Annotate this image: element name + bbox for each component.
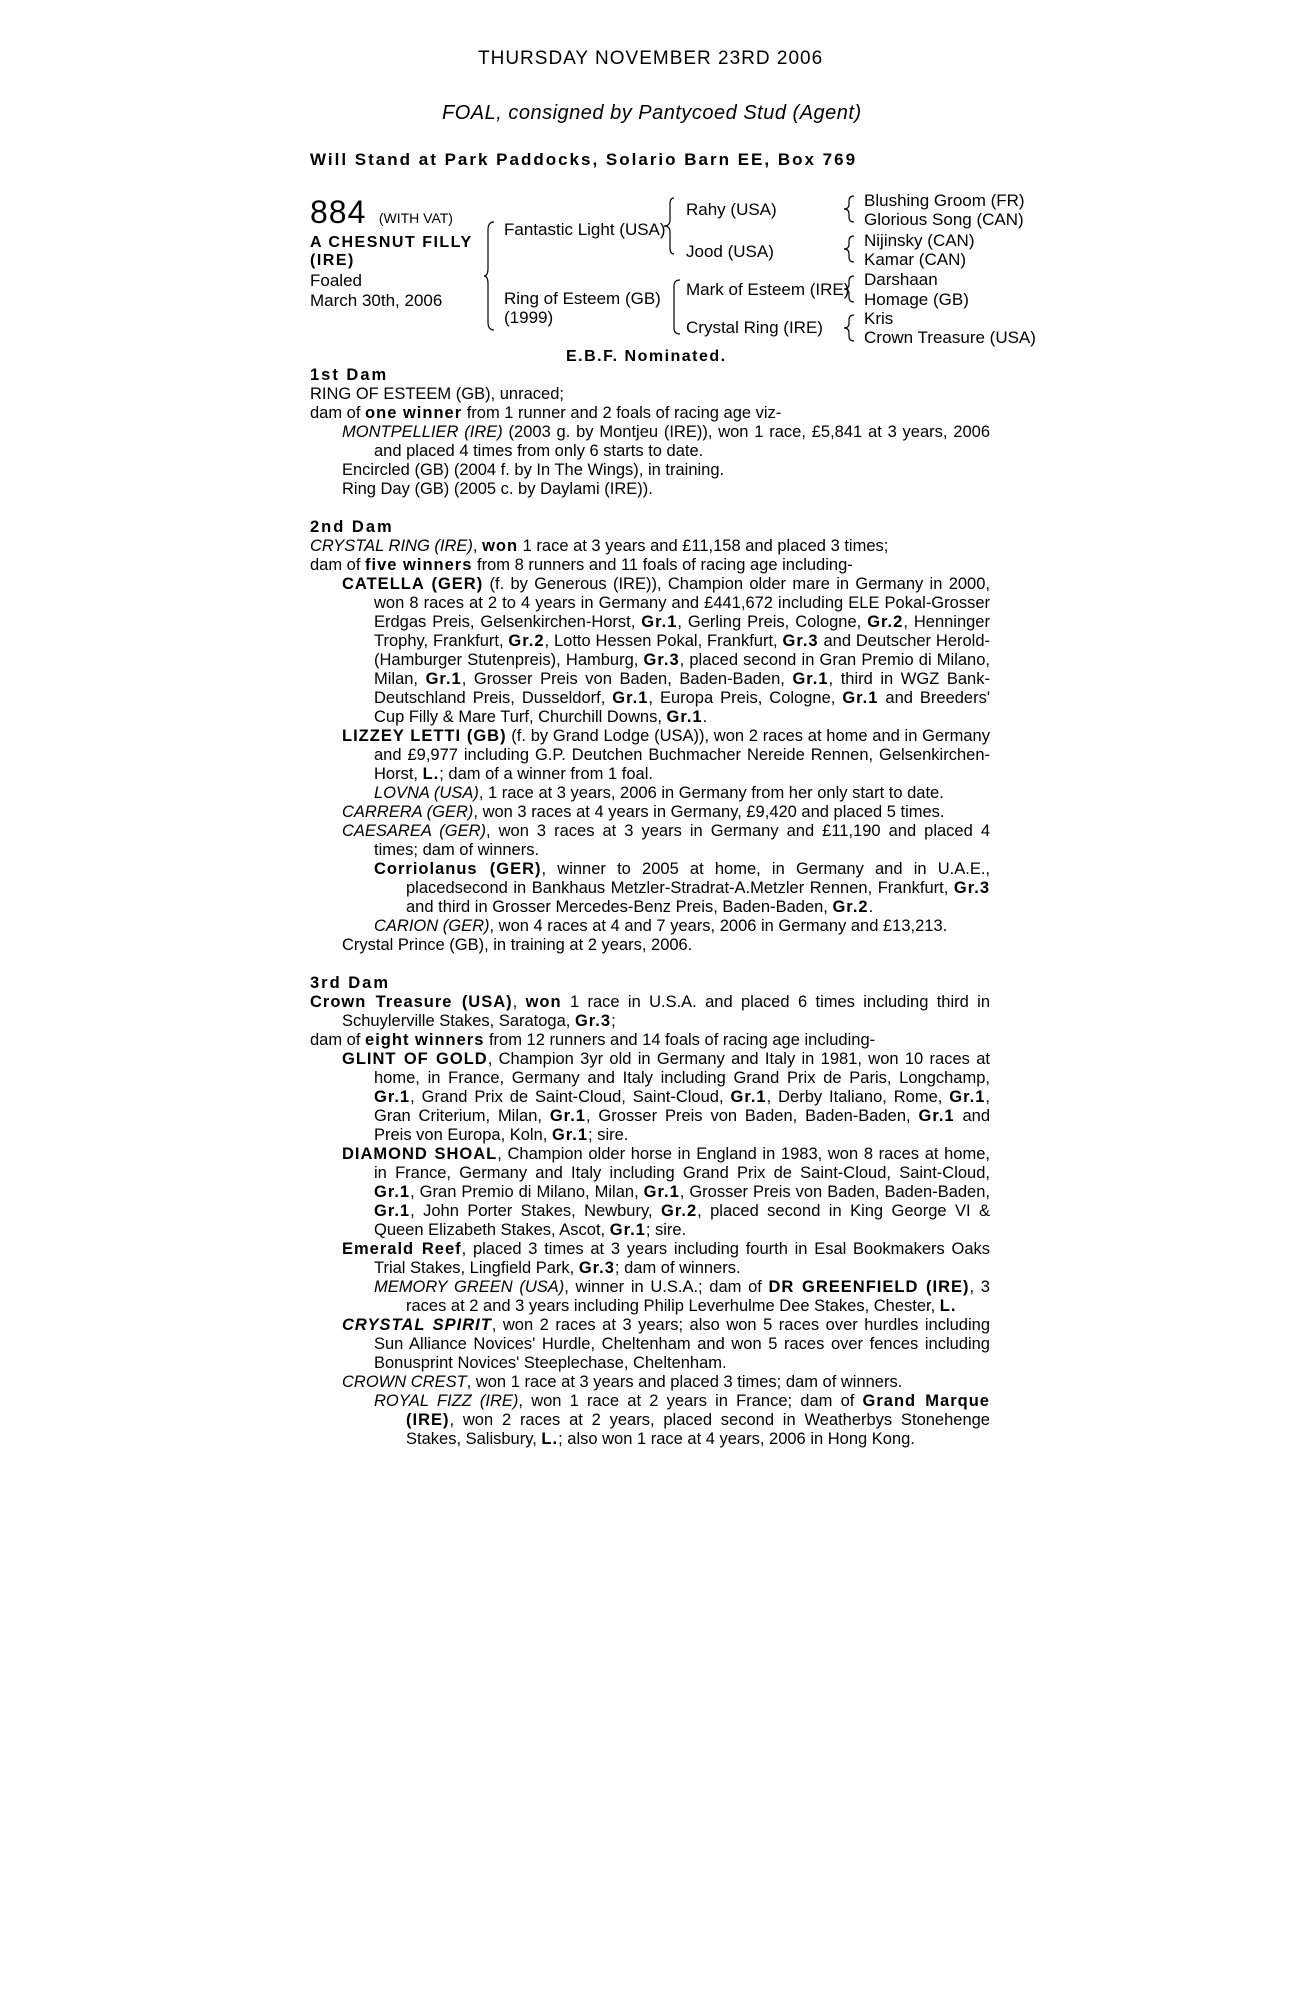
lot-number-line	[310, 194, 453, 231]
produce-encircled: Encircled (GB) (2004 f. by In The Wings), in training.	[342, 461, 725, 479]
g3-3: Nijinsky (CAN)	[864, 231, 975, 250]
sale-date: THURSDAY NOVEMBER 23RD 2006	[478, 48, 824, 69]
g3-7: Kris	[864, 309, 894, 328]
produce-royal-fizz: ROYAL FIZZ (IRE), won 1 race at 2 years in France; dam of Grand Marque (IRE), won 2 races at 2 years, placed second in Weatherbys Stonehenge Stakes, Salisbury, L.; also won 1 race at 4 years, 2006 in Hong Kong.	[374, 1392, 990, 1448]
stand-location: Will Stand at Park Paddocks, Solario Barn EE, Box 769	[310, 150, 858, 169]
produce-diamond-shoal: DIAMOND SHOAL, Champion older horse in England in 1983, won 8 races at home, in France, Germany and Italy including Grand Prix de Saint-Cloud, Saint-Cloud, Gr.1, Gran Premio di Milano, Milan, Gr.1, Grosser Preis von Baden, Baden-Baden, Gr.1, John Porter Stakes, Newbury, Gr.2, placed second in King George VI & Queen Elizabeth Stakes, Ascot, Gr.1; sire.	[342, 1145, 990, 1239]
third-dam-heading: 3rd Dam	[310, 974, 391, 992]
consignor-line: FOAL, consigned by Pantycoed Stud (Agent)	[442, 102, 862, 124]
produce-catella: CATELLA (GER) (f. by Generous (IRE)), Champion older mare in Germany in 2000, won 8 races at 2 to 4 years in Germany and £441,672 including ELE Pokal-Grosser Erdgas Preis, Gelsenkirchen-Horst, Gr.1, Gerling Preis, Cologne, Gr.2, Henninger Trophy, Frankfurt, Gr.2, Lotto Hessen Pokal, Frankfurt, Gr.3 and Deutscher Herold-(Hamburger Stutenpreis), Hamburg, Gr.3, placed second in Gran Premio di Milano, Milan, Gr.1, Grosser Preis von Baden, Baden-Baden, Gr.1, third in WGZ Bank-Deutschland Preis, Dusseldorf, Gr.1, Europa Preis, Cologne, Gr.1 and Breeders' Cup Filly & Mare Turf, Churchill Downs, Gr.1.	[342, 575, 991, 726]
foaled-label: Foaled	[310, 271, 362, 290]
vat-note: (WITH VAT)	[378, 210, 453, 226]
first-dam-summary: dam of one winner from 1 runner and 2 foals of racing age viz-	[310, 404, 782, 422]
second-dam-heading: 2nd Dam	[310, 518, 394, 536]
third-dam-line: Crown Treasure (USA), won 1 race in U.S.A. and placed 6 times including third in Schuylerville Stakes, Saratoga, Gr.3;	[310, 993, 991, 1030]
produce-memory-green: MEMORY GREEN (USA), winner in U.S.A.; dam of DR GREENFIELD (IRE), 3 races at 2 and 3 years including Philip Leverhulme Dee Stakes, Chester, L.	[374, 1278, 990, 1315]
g3-4: Kamar (CAN)	[864, 250, 967, 269]
dam-year: (1999)	[504, 308, 554, 327]
foaled-date: March 30th, 2006	[310, 291, 443, 310]
lot-country: (IRE)	[310, 252, 355, 269]
produce-carion: CARION (GER), won 4 races at 4 and 7 years, 2006 in Germany and £13,213.	[374, 917, 948, 935]
sire: Fantastic Light (USA)	[504, 220, 666, 239]
dam-sire: Mark of Esteem (IRE)	[686, 280, 850, 299]
produce-crystal-prince: Crystal Prince (GB), in training at 2 years, 2006.	[342, 936, 693, 954]
g3-2: Glorious Song (CAN)	[864, 210, 1024, 229]
dam-dam: Crystal Ring (IRE)	[686, 318, 823, 337]
produce-corriolanus: Corriolanus (GER), winner to 2005 at home, in Germany and in U.A.E., placedsecond in Bankhaus Metzler-Stradrat-A.Metzler Rennen, Frankfurt, Gr.3 and third in Grosser Mercedes-Benz Preis, Baden-Baden, Gr.2.	[374, 860, 990, 916]
produce-lizzey-letti: LIZZEY LETTI (GB) (f. by Grand Lodge (USA)), won 2 races at home and in Germany and £9,977 including G.P. Deutchen Buchmacher Nereide Rennen, Gelsenkirchen-Horst, L.; dam of a winner from 1 foal.	[342, 727, 990, 783]
first-dam-line: RING OF ESTEEM (GB), unraced;	[310, 385, 564, 403]
g3-1: Blushing Groom (FR)	[864, 191, 1025, 210]
lot-description: A CHESNUT FILLY	[310, 234, 473, 251]
sire-dam: Jood (USA)	[686, 242, 774, 261]
lot-number: 884	[310, 194, 367, 230]
second-dam-summary: dam of five winners from 8 runners and 11 foals of racing age including-	[310, 556, 853, 574]
ebf-nominated: E.B.F. Nominated.	[566, 348, 727, 365]
produce-glint-of-gold: GLINT OF GOLD, Champion 3yr old in Germany and Italy in 1981, won 10 races at home, in France, Germany and Italy including Grand Prix de Paris, Longchamp, Gr.1, Grand Prix de Saint-Cloud, Saint-Cloud, Gr.1, Derby Italiano, Rome, Gr.1, Gran Criterium, Milan, Gr.1, Grosser Preis von Baden, Baden-Baden, Gr.1 and Preis von Europa, Koln, Gr.1; sire.	[342, 1050, 991, 1144]
g3-6: Homage (GB)	[864, 290, 969, 309]
produce-lovna: LOVNA (USA), 1 race at 3 years, 2006 in Germany from her only start to date.	[374, 784, 944, 802]
third-dam-summary: dam of eight winners from 12 runners and 14 foals of racing age including-	[310, 1031, 876, 1049]
pedigree-bracket-dam	[670, 280, 682, 334]
second-dam-line: CRYSTAL RING (IRE), won 1 race at 3 years and £11,158 and placed 3 times;	[310, 537, 889, 555]
produce-carrera: CARRERA (GER), won 3 races at 4 years in Germany, £9,420 and placed 5 times.	[342, 803, 945, 821]
g3-8: Crown Treasure (USA)	[864, 328, 1036, 347]
bracket-jood	[844, 236, 856, 262]
produce-emerald-reef: Emerald Reef, placed 3 times at 3 years including fourth in Esal Bookmakers Oaks Trial Stakes, Lingfield Park, Gr.3; dam of winners.	[342, 1240, 991, 1277]
produce-crystal-spirit: CRYSTAL SPIRIT, won 2 races at 3 years; also won 5 races over hurdles including Sun Alliance Novices' Hurdle, Cheltenham and won 5 races over fences including Bonusprint Novices' Steeplechase, Cheltenham.	[342, 1316, 990, 1372]
bracket-rahy	[844, 196, 856, 222]
g3-5: Darshaan	[864, 270, 938, 289]
pedigree-bracket-sire	[664, 198, 680, 254]
catalogue-body	[310, 366, 990, 1449]
produce-crown-crest: CROWN CREST, won 1 race at 3 years and placed 3 times; dam of winners.	[342, 1373, 903, 1391]
bracket-crystal-ring	[844, 315, 856, 341]
produce-ring-day: Ring Day (GB) (2005 c. by Daylami (IRE)).	[342, 480, 653, 498]
produce-caesarea: CAESAREA (GER), won 3 races at 3 years in Germany and £11,190 and placed 4 times; dam of winners.	[342, 822, 990, 859]
produce-montpellier: MONTPELLIER (IRE) (2003 g. by Montjeu (IRE)), won 1 race, £5,841 at 3 years, 2006 and placed 4 times from only 6 starts to date.	[342, 423, 990, 460]
dam: Ring of Esteem (GB)	[504, 289, 661, 308]
first-dam-heading: 1st Dam	[310, 366, 389, 384]
sire-sire: Rahy (USA)	[686, 200, 777, 219]
pedigree-bracket-main	[484, 222, 500, 330]
